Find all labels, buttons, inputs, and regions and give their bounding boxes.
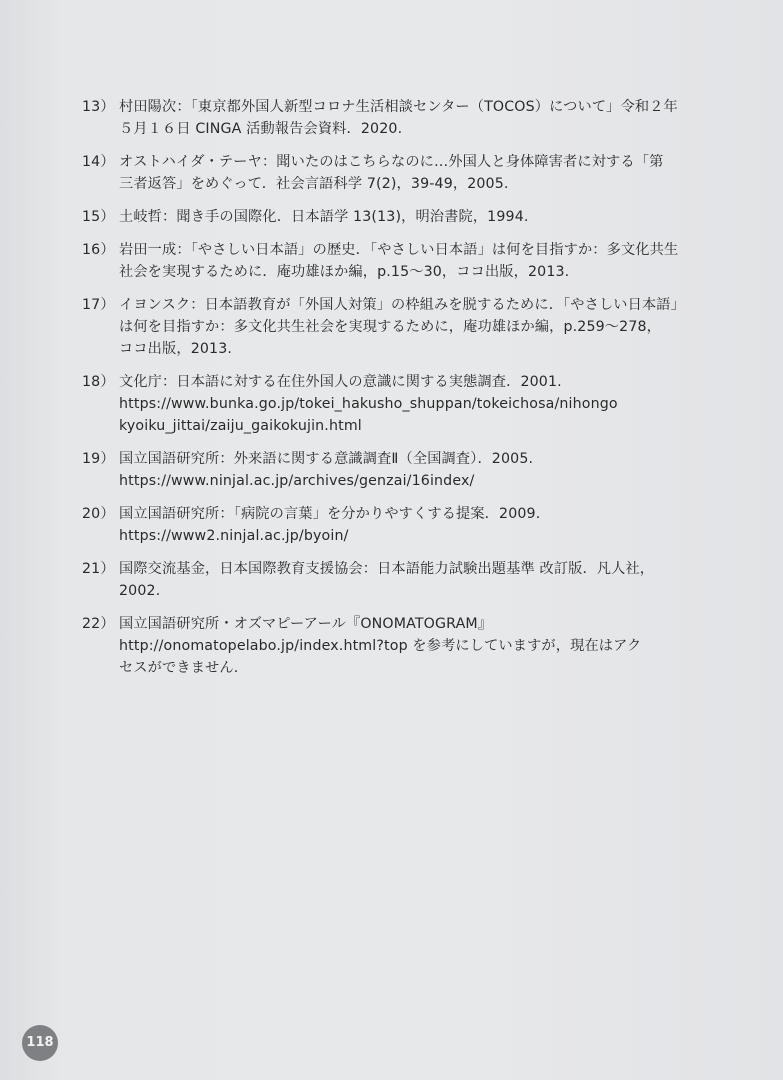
reference-number: 17） [82,297,115,313]
reference-text-line: ココ出版，2013. [119,341,233,357]
reference-url-line: https://www2.ninjal.ac.jp/byoin/ [119,528,349,544]
reference-number: 19） [82,451,115,467]
reference-url-line: kyoiku_jittai/zaiju_gaikokujin.html [119,418,362,434]
reference-item-21 [82,558,722,602]
reference-text-line: 岩田一成：「やさしい日本語」の歴史．「やさしい日本語」は何を目指すか：多文化共生 [119,242,679,258]
reference-text-line: 国際交流基金，日本国際教育支援協会：日本語能力試験出題基準 改訂版．凡人社， [119,561,655,577]
reference-number: 16） [82,242,115,258]
reference-text-line: 文化庁：日本語に対する在住外国人の意識に関する実態調査．2001. [119,374,562,390]
reference-text-line: 2002. [119,583,161,599]
reference-text-line: は何を目指すか：多文化共生社会を実現するために，庵功雄ほか編，p.259～278， [119,319,662,335]
reference-url-line: http://onomatopelabo.jp/index.html?top を参考にしていますが，現在はアク [119,638,642,654]
reference-list [82,96,722,690]
reference-item-20 [82,503,722,547]
reference-number: 22） [82,616,115,632]
reference-item-15 [82,206,722,228]
reference-item-16 [82,239,722,283]
reference-item-22 [82,613,722,679]
reference-text-line: セスができません. [119,660,239,676]
reference-number: 18） [82,374,115,390]
reference-text-line: 社会を実現するために．庵功雄ほか編，p.15～30，ココ出版，2013. [119,264,570,280]
reference-url-line: https://www.bunka.go.jp/tokei_hakusho_shuppan/tokeichosa/nihongo [119,396,618,412]
reference-number: 21） [82,561,115,577]
reference-text-line: 土岐哲：聞き手の国際化．日本語学 13(13)，明治書院，1994. [119,209,529,225]
page-number-badge: 118 [22,1025,58,1061]
reference-text-line: 国立国語研究所：外来語に関する意識調査Ⅱ（全国調査）．2005. [119,451,534,467]
reference-text-line: 三者返答」をめぐって．社会言語科学 7(2)，39-49，2005. [119,176,509,192]
reference-text-line: ５月１６日 CINGA 活動報告会資料．2020. [119,121,403,137]
reference-text-line: 国立国語研究所：「病院の言葉」を分かりやすくする提案．2009. [119,506,541,522]
reference-item-14 [82,151,722,195]
reference-number: 13） [82,99,115,115]
reference-text-line: 国立国語研究所・オズマピーアール『ONOMATOGRAM』 [119,616,493,632]
reference-item-17 [82,294,722,360]
reference-number: 14） [82,154,115,170]
reference-text-line: オストハイダ・テーヤ：聞いたのはこちらなのに…外国人と身体障害者に対する「第 [119,154,664,170]
reference-number: 20） [82,506,115,522]
reference-text-line: 村田陽次：「東京都外国人新型コロナ生活相談センター（TOCOS）について」令和２年 [119,99,678,115]
reference-url-line: https://www.ninjal.ac.jp/archives/genzai/16index/ [119,473,475,489]
reference-item-19 [82,448,722,492]
reference-number: 15） [82,209,115,225]
reference-text-line: イヨンスク：日本語教育が「外国人対策」の枠組みを脱するために．「やさしい日本語」 [119,297,685,313]
reference-item-13 [82,96,722,140]
reference-item-18 [82,371,722,437]
